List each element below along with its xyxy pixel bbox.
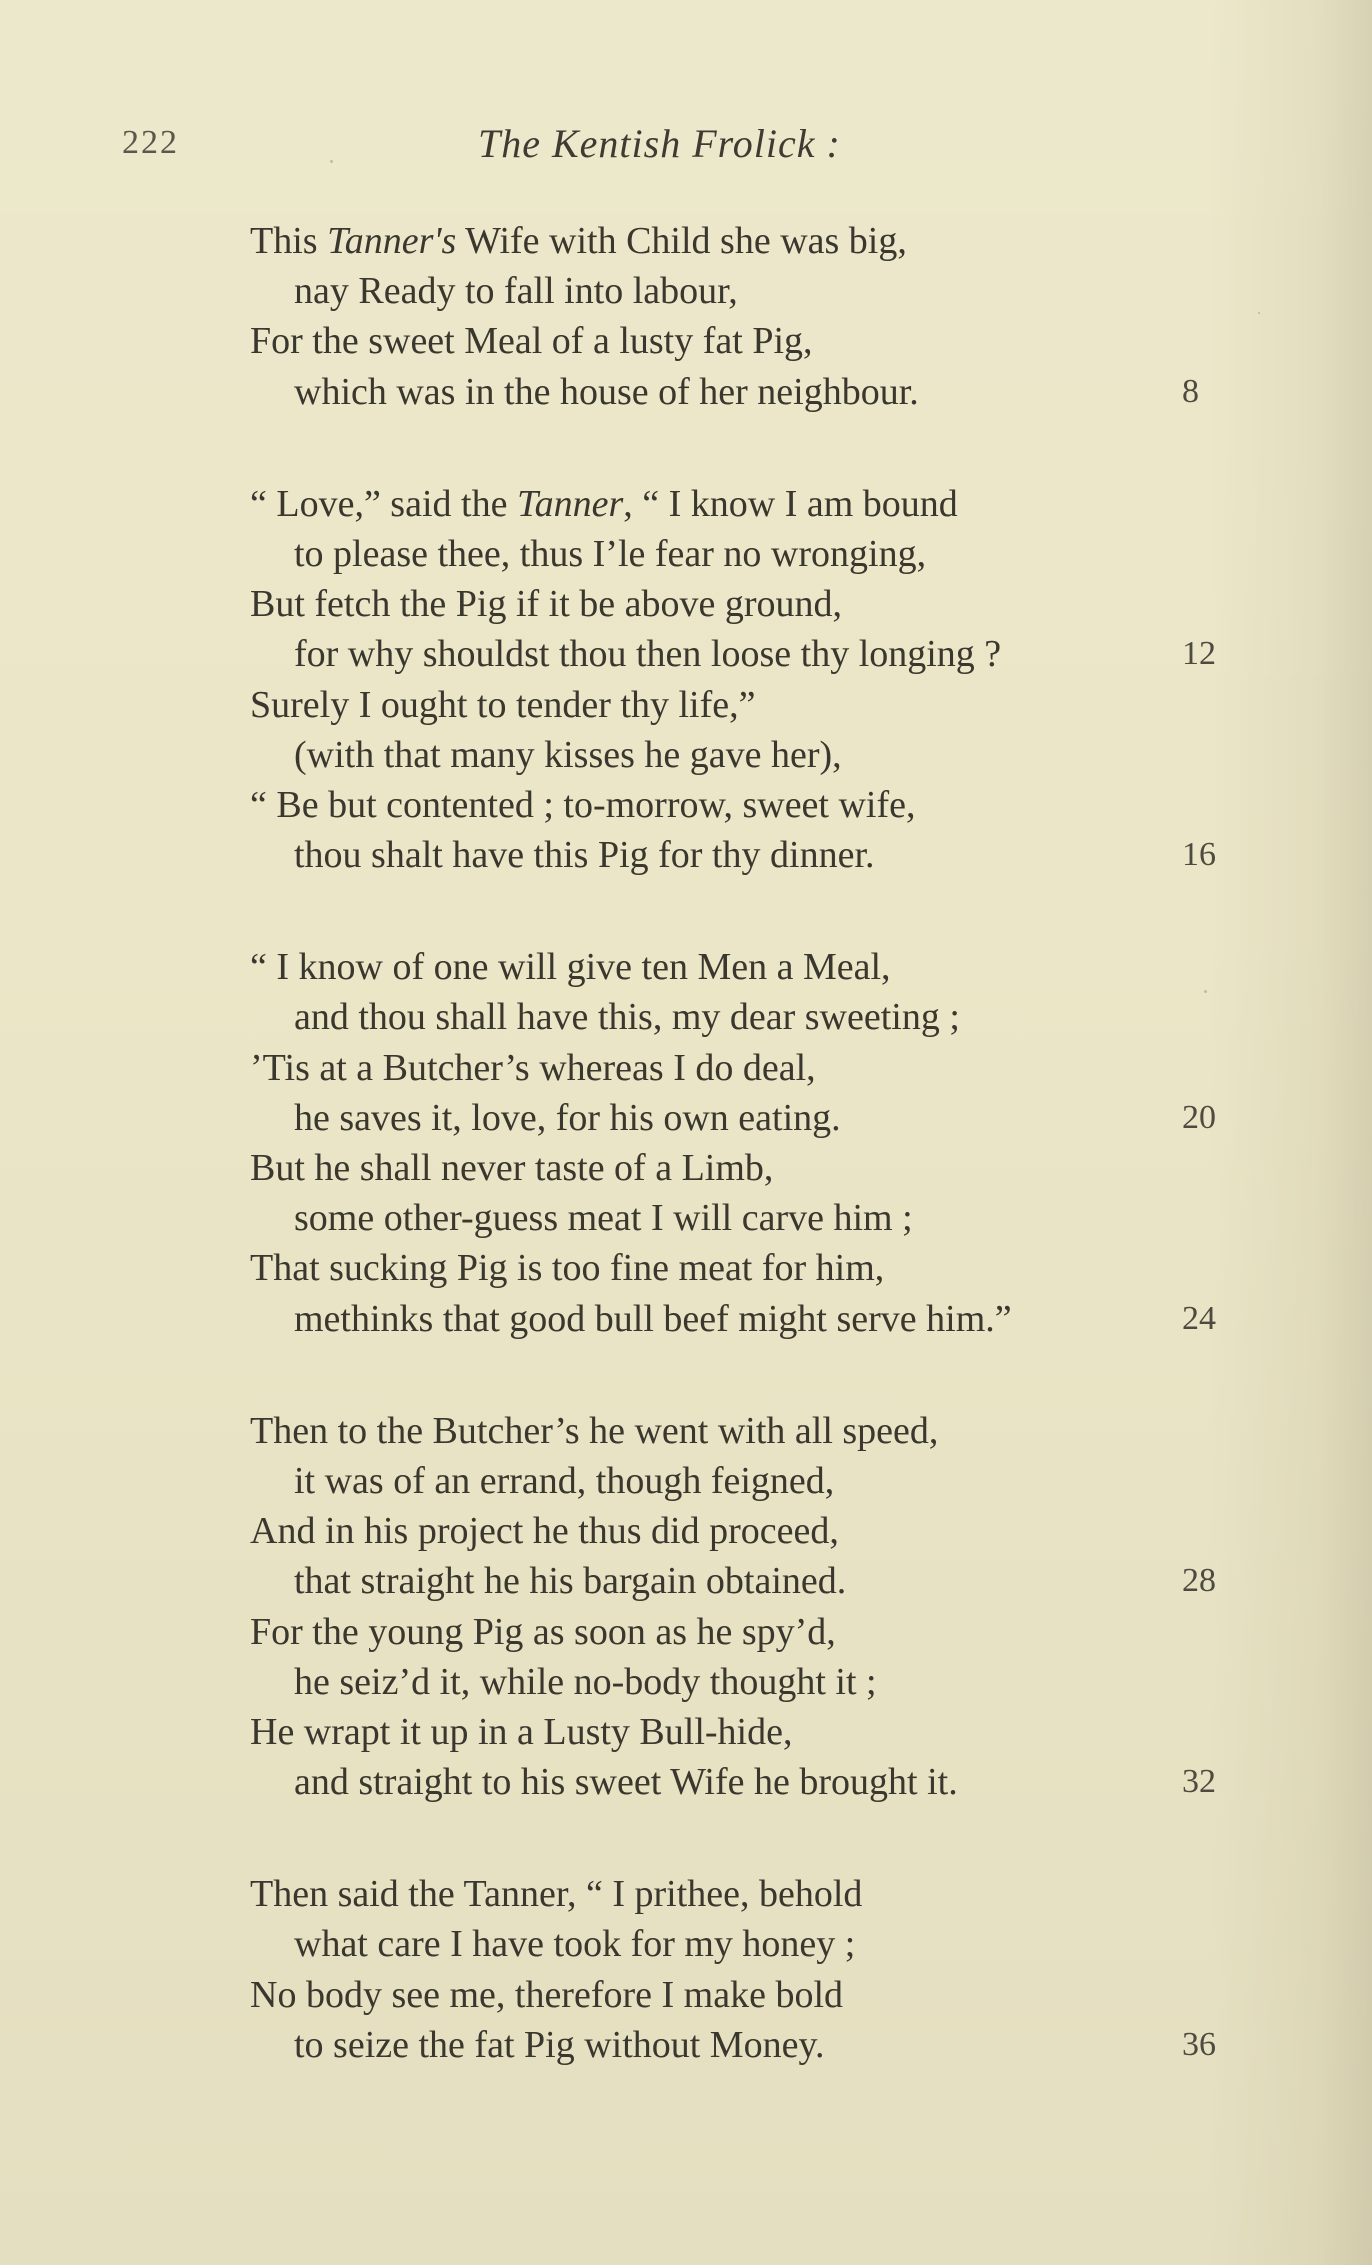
verse-text: “ I know of one will give ten Men a Meal, (250, 946, 891, 989)
line-number: 36 (1182, 2025, 1216, 2063)
verse-text: and thou shall have this, my dear sweeting ; (294, 996, 960, 1039)
verse-text: Then said the Tanner, “ I prithee, behold (250, 1873, 863, 1916)
verse-text: nay Ready to fall into labour, (294, 270, 738, 313)
verse-italic-name: Tanner's (327, 220, 457, 262)
verse-text: Surely I ought to tender thy life,” (250, 683, 756, 726)
verse-line (250, 780, 1250, 830)
verse-line (250, 1869, 1250, 1919)
verse-line (250, 266, 1250, 316)
verse-text: it was of an errand, though feigned, (294, 1459, 835, 1502)
verse-text: This (250, 220, 328, 262)
verse-text: “ Love,” said the (250, 482, 517, 525)
verse-italic-name: Tanner (516, 482, 624, 525)
verse-line (250, 367, 1250, 417)
line-number: 8 (1182, 372, 1199, 410)
verse-line (250, 1294, 1250, 1344)
verse-text: some other-guess meat I will carve him ; (294, 1197, 913, 1240)
verse-text: That sucking Pig is too fine meat for him, (250, 1247, 885, 1290)
line-number: 28 (1182, 1562, 1216, 1600)
verse-text: which was in the house of her neighbour. (294, 370, 919, 413)
verse-line (250, 316, 1250, 366)
verse-line (250, 216, 1250, 266)
verse-text: But fetch the Pig if it be above ground, (250, 583, 843, 626)
stanza (250, 1869, 1250, 2070)
page-header (0, 118, 1372, 178)
verse-text: “ Be but contented ; to-morrow, sweet wife, (250, 783, 916, 826)
verse-text: But he shall never taste of a Limb, (250, 1147, 774, 1189)
stanza (250, 216, 1250, 417)
verse-text: ’Tis at a Butcher’s whereas I do deal, (250, 1046, 816, 1089)
verse-line (250, 529, 1250, 579)
verse-line (250, 1456, 1250, 1506)
paper-speck (1258, 312, 1260, 314)
verse-text: that straight he his bargain obtained. (294, 1560, 847, 1603)
verse-text: to seize the fat Pig without Money. (294, 2023, 825, 2066)
verse-text: He wrapt it up in a Lusty Bull-hide, (250, 1710, 793, 1753)
verse-text: Then to the Butcher’s he went with all speed, (250, 1409, 939, 1452)
verse-line (250, 1506, 1250, 1556)
verse-text: and straight to his sweet Wife he brought it. (294, 1761, 958, 1804)
verse-line (250, 1243, 1250, 1293)
verse-line (250, 579, 1250, 629)
stanza (250, 479, 1250, 881)
line-number: 16 (1182, 836, 1216, 874)
verse-text: for why shouldst thou then loose thy longing ? (294, 633, 1002, 676)
paper-speck (330, 160, 333, 163)
verse-line (250, 1657, 1250, 1707)
line-number: 24 (1182, 1299, 1216, 1337)
verse-line (250, 830, 1250, 880)
verse-text: And in his project he thus did proceed, (250, 1510, 839, 1553)
stanza (250, 942, 1250, 1344)
verse-line (250, 1093, 1250, 1143)
verse-text: what care I have took for my honey ; (294, 1923, 856, 1966)
verse-line (250, 1143, 1250, 1193)
running-title: The Kentish Frolick : (478, 121, 841, 166)
verse-text: No body see me, therefore I make bold (250, 1973, 844, 2016)
verse-line (250, 2020, 1250, 2070)
poem-body (250, 216, 1250, 2132)
verse-line (250, 1707, 1250, 1757)
verse-text: to please thee, thus I’le fear no wronging, (294, 532, 927, 575)
verse-text: he saves it, love, for his own eating. (294, 1096, 841, 1139)
line-number: 20 (1182, 1098, 1216, 1136)
verse-line (250, 942, 1250, 992)
verse-line (250, 1193, 1250, 1243)
verse-text: he seiz’d it, while no-body thought it ; (294, 1660, 877, 1703)
verse-text: For the young Pig as soon as he spy’d, (250, 1610, 836, 1653)
page-number: 222 (122, 124, 179, 161)
stanza (250, 1406, 1250, 1808)
verse-line (250, 629, 1250, 679)
verse-line (250, 680, 1250, 730)
verse-text: methinks that good bull beef might serve him.” (294, 1297, 1012, 1340)
verse-text: Wife with Child she was big, (456, 220, 907, 262)
verse-line (250, 1919, 1250, 1969)
verse-line (250, 1757, 1250, 1807)
verse-line (250, 1556, 1250, 1606)
verse-text: (with that many kisses he gave her), (294, 733, 842, 776)
verse-line (250, 1607, 1250, 1657)
verse-line (250, 992, 1250, 1042)
verse-text: For the sweet Meal of a lusty fat Pig, (250, 320, 813, 363)
verse-text: thou shalt have this Pig for thy dinner. (294, 834, 875, 877)
verse-line (250, 1043, 1250, 1093)
line-number: 32 (1182, 1763, 1216, 1801)
verse-line (250, 1406, 1250, 1456)
line-number: 12 (1182, 635, 1216, 673)
verse-line (250, 730, 1250, 780)
verse-line (250, 479, 1250, 529)
paper-speck (1204, 990, 1207, 993)
verse-text: , “ I know I am bound (623, 482, 958, 525)
verse-line (250, 1970, 1250, 2020)
